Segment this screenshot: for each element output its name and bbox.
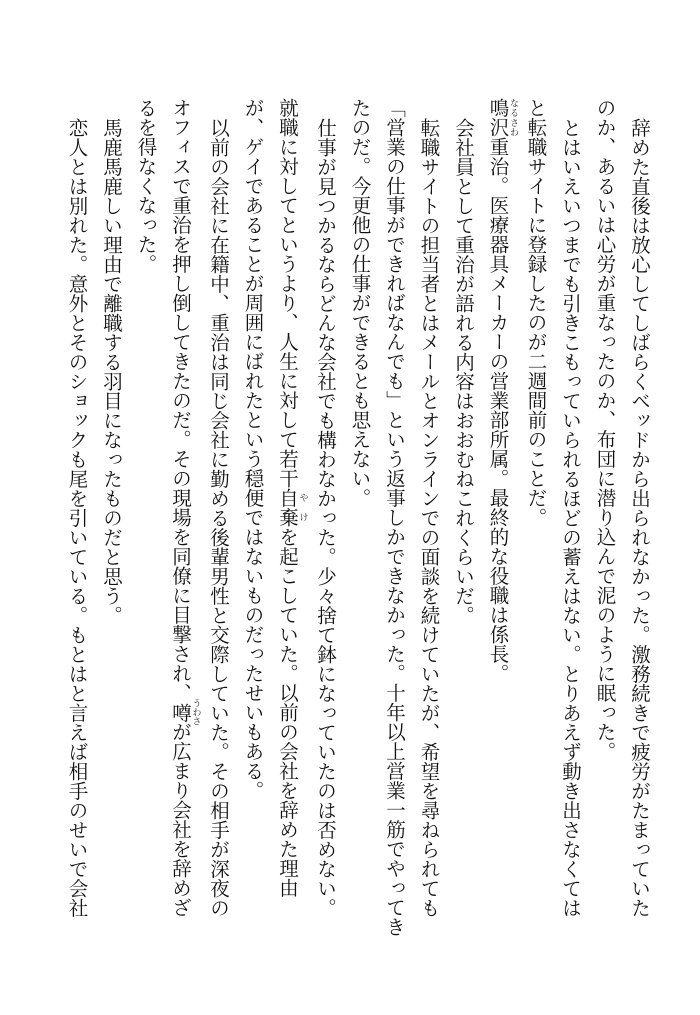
text-line: [480, 98, 518, 978]
text-line: と転職サイトに登録したのが二週間前のことだ。: [524, 98, 548, 527]
text-fragment: オフィスで重治を押し倒してきたのだ。その現場を同僚に目撃され、: [169, 98, 192, 703]
text-line: [163, 98, 201, 978]
ruby-reading: うわさ: [190, 698, 201, 726]
text-line: 馬鹿馬鹿しい理由で離職する羽目になったものだと思う。: [100, 117, 123, 625]
text-line: のか、あるいは心労が重なったのか、布団に潜り込んで泥のように眠った。: [593, 98, 617, 761]
text-line: 「営業の仕事ができればなんでも」という返事しかできなかった。十年以上営業一筋でやってき: [383, 98, 406, 937]
text-fragment: 就職に対してというより、人生に対して若干: [276, 98, 299, 488]
text-line: るを得なくなった。: [134, 98, 158, 274]
vertical-text-body: [59, 98, 656, 978]
text-line: 仕事が見つかるならどんな会社でも構わなかった。少々捨て鉢になっていたのは否めない。: [314, 117, 337, 917]
ruby-base: 鳴沢: [486, 98, 510, 137]
ruby-base: 自棄: [276, 488, 299, 527]
text-fragment: 重治。医療器具メーカーの営業部所属。最終的な役職は係長。: [486, 137, 510, 683]
text-line: 辞めた直後は放心してしばらくベッドから出られなかった。激務続きで疲労がたまっていた: [628, 117, 651, 917]
text-line: が、ゲイであることが周囲にばれたという穏便ではないものだったせいもある。: [241, 98, 265, 800]
ruby-annotation: [169, 698, 201, 726]
text-fragment: が広まり会社を辞めざ: [169, 722, 192, 917]
ruby-reading: やけ: [297, 488, 308, 527]
text-line: 会社員として重治が語れる内容はおおむねこれくらいだ。: [452, 117, 475, 625]
ruby-annotation: [486, 98, 518, 137]
text-fragment: を起こしていた。以前の会社を辞めた理由: [276, 527, 299, 898]
text-line: 以前の会社に在籍中、重治は同じ会社に勤める後輩男性と交際していた。その相手が深夜の: [207, 117, 230, 917]
text-line: たのだ。今更他の仕事ができるとも思えない。: [348, 98, 372, 508]
ruby-annotation: [276, 488, 308, 527]
text-line: とはいえいつまでも引きこもっていられるほどの蓄えはない。とりあえず動き出さなくては: [559, 117, 582, 917]
ruby-reading: なるさわ: [508, 98, 518, 137]
text-line: 転職サイトの担当者とはメールとオンラインでの面談を続けていたが、希望を尋ねられても: [417, 117, 441, 917]
text-line: 恋人とは別れた。意外とそのショックも尾を引いている。もとはと言えば相手のせいで会社: [65, 117, 89, 917]
ruby-base: 噂: [169, 698, 192, 726]
text-line: [270, 98, 308, 978]
